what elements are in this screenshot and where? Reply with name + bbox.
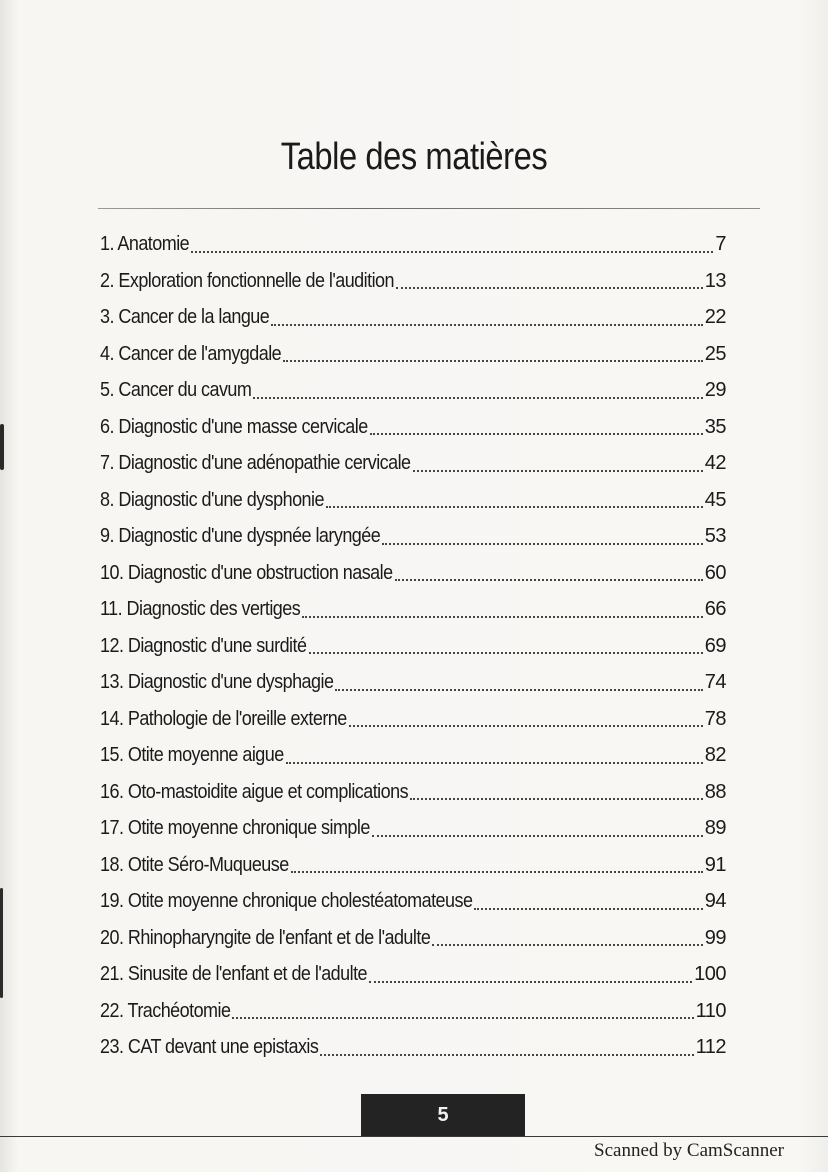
toc-entry-page: 22 <box>704 306 726 328</box>
toc-entry <box>100 993 726 1030</box>
toc-entry-page: 112 <box>695 1036 726 1058</box>
dot-leader <box>413 469 703 472</box>
toc-entry-title: 23. CAT devant une epistaxis <box>100 1036 319 1058</box>
toc-entry-title: 12. Diagnostic d'une surdité <box>100 634 307 657</box>
toc-entry-page: 7 <box>715 233 726 255</box>
dot-leader <box>432 943 702 946</box>
toc-entry-page: 91 <box>704 853 726 876</box>
toc-entry-title: 13. Diagnostic d'une dysphagie <box>100 671 334 693</box>
dot-leader <box>191 250 713 253</box>
toc-entry-title: 17. Otite moyenne chronique simple <box>100 817 370 839</box>
dot-leader <box>372 834 703 837</box>
toc-entry-page: 35 <box>704 415 726 438</box>
toc-entry <box>100 518 726 555</box>
toc-entry-title: 2. Exploration fonctionnelle de l'audition <box>100 269 394 292</box>
toc-entry-page: 94 <box>704 890 726 912</box>
toc-entry <box>100 1029 726 1066</box>
table-of-contents <box>100 226 726 1066</box>
toc-entry <box>100 482 726 519</box>
toc-entry-title: 1. Anatomie <box>100 233 190 255</box>
toc-entry-title: 15. Otite moyenne aigue <box>100 744 284 766</box>
toc-entry-page: 60 <box>704 561 726 584</box>
dot-leader <box>410 797 703 800</box>
toc-entry <box>100 883 726 920</box>
dot-leader <box>326 505 703 508</box>
binding-mark <box>0 424 4 470</box>
title-divider <box>98 208 760 209</box>
binding-mark <box>0 888 3 998</box>
toc-entry <box>100 445 726 482</box>
dot-leader <box>309 651 703 654</box>
toc-entry-title: 20. Rhinopharyngite de l'enfant et de l'adulte <box>100 926 431 949</box>
toc-entry <box>100 774 726 811</box>
toc-entry <box>100 555 726 592</box>
toc-entry-title: 19. Otite moyenne chronique cholestéatomateuse <box>100 890 473 912</box>
toc-entry <box>100 409 726 446</box>
dot-leader <box>253 396 702 399</box>
page-title: Table des matières <box>280 136 548 178</box>
toc-entry-page: 69 <box>704 634 726 657</box>
toc-entry-page: 53 <box>704 525 726 547</box>
toc-entry-title: 4. Cancer de l'amygdale <box>100 342 282 365</box>
dot-leader <box>291 870 703 873</box>
toc-entry <box>100 591 726 628</box>
toc-entry <box>100 956 726 993</box>
dot-leader <box>335 688 702 691</box>
dot-leader <box>302 615 702 618</box>
toc-entry-title: 8. Diagnostic d'une dysphonie <box>100 488 324 511</box>
dot-leader <box>382 542 703 545</box>
toc-entry-page: 66 <box>704 598 726 620</box>
toc-entry <box>100 226 726 263</box>
toc-entry <box>100 372 726 409</box>
toc-entry-page: 42 <box>704 452 726 474</box>
toc-entry <box>100 628 726 665</box>
toc-entry <box>100 299 726 336</box>
toc-entry-title: 16. Oto-mastoidite aigue et complications <box>100 780 409 803</box>
dot-leader <box>320 1053 693 1056</box>
toc-entry-page: 88 <box>704 780 726 803</box>
toc-entry-page: 82 <box>704 744 726 766</box>
scanner-watermark: Scanned by CamScanner <box>594 1140 784 1161</box>
dot-leader <box>271 323 702 326</box>
toc-entry-title: 6. Diagnostic d'une masse cervicale <box>100 415 368 438</box>
toc-entry <box>100 336 726 373</box>
toc-entry-title: 5. Cancer du cavum <box>100 379 252 401</box>
toc-entry <box>100 664 726 701</box>
toc-entry <box>100 263 726 300</box>
toc-entry <box>100 847 726 884</box>
dot-leader <box>232 1016 693 1019</box>
dot-leader <box>369 980 692 983</box>
toc-entry-page: 100 <box>694 963 726 985</box>
dot-leader <box>286 761 703 764</box>
toc-entry <box>100 920 726 957</box>
page-number: 5 <box>361 1094 525 1136</box>
toc-entry-title: 3. Cancer de la langue <box>100 306 270 328</box>
toc-entry-title: 18. Otite Séro-Muqueuse <box>100 853 289 876</box>
toc-entry-title: 7. Diagnostic d'une adénopathie cervicale <box>100 452 411 474</box>
toc-entry-page: 78 <box>704 707 726 730</box>
toc-entry-page: 13 <box>704 269 726 292</box>
footer-divider <box>0 1136 828 1137</box>
toc-entry-page: 45 <box>704 488 726 511</box>
dot-leader <box>396 286 703 289</box>
toc-entry-title: 9. Diagnostic d'une dyspnée laryngée <box>100 525 381 547</box>
toc-entry-title: 10. Diagnostic d'une obstruction nasale <box>100 561 393 584</box>
toc-entry-title: 14. Pathologie de l'oreille externe <box>100 707 347 730</box>
dot-leader <box>283 359 703 362</box>
dot-leader <box>474 907 702 910</box>
dot-leader <box>395 578 703 581</box>
toc-entry <box>100 810 726 847</box>
dot-leader <box>349 724 703 727</box>
toc-entry-page: 110 <box>695 999 726 1022</box>
toc-entry-title: 11. Diagnostic des vertiges <box>100 598 301 620</box>
toc-entry-page: 25 <box>704 342 726 365</box>
toc-entry-page: 99 <box>704 926 726 949</box>
toc-entry-title: 21. Sinusite de l'enfant et de l'adulte <box>100 963 368 985</box>
toc-entry <box>100 701 726 738</box>
toc-entry-title: 22. Trachéotomie <box>100 999 231 1022</box>
toc-entry <box>100 737 726 774</box>
toc-entry-page: 74 <box>704 671 726 693</box>
dot-leader <box>370 432 703 435</box>
toc-entry-page: 29 <box>704 379 726 401</box>
toc-entry-page: 89 <box>704 817 726 839</box>
